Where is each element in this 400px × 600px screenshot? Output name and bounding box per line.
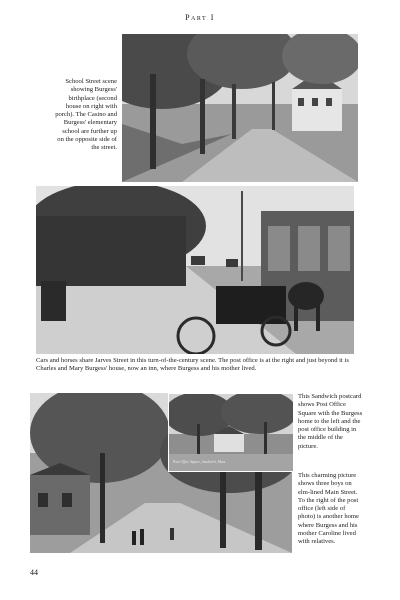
- caption-jarves-street: Cars and horses share Jarves Street in this turn-of-the-century scene. The post office is at the right and just beyond it is Charles and Mary Burgess' house, now an inn, where Burgess and his mother lived.: [36, 357, 349, 373]
- photo-school-street: [122, 34, 358, 182]
- page-number: 44: [30, 568, 38, 577]
- caption-post-office-square: This Sandwich postcard shows Post Office Square with the Burgess home to the left and the post office building in the middle of the picture.: [298, 393, 363, 450]
- caption-main-street: This charming picture shows three boys on elm-lined Main Street. To the right of the post office (left side of photo) is another home where Burgess and his mother Caroline lived with relatives.: [298, 472, 359, 546]
- part-header: Part I: [185, 13, 215, 22]
- photo-jarves-street: [36, 186, 354, 354]
- photo-post-office-square: [168, 393, 294, 472]
- caption-school-street: School Street scene showing Burgess' birthplace (second house on right with porch). The Casino and Burgess' elementary school are further up on the opposite side of the street.: [55, 78, 117, 152]
- postcard-inset-label: Post Office Square, Sandwich, Mass.: [173, 460, 227, 464]
